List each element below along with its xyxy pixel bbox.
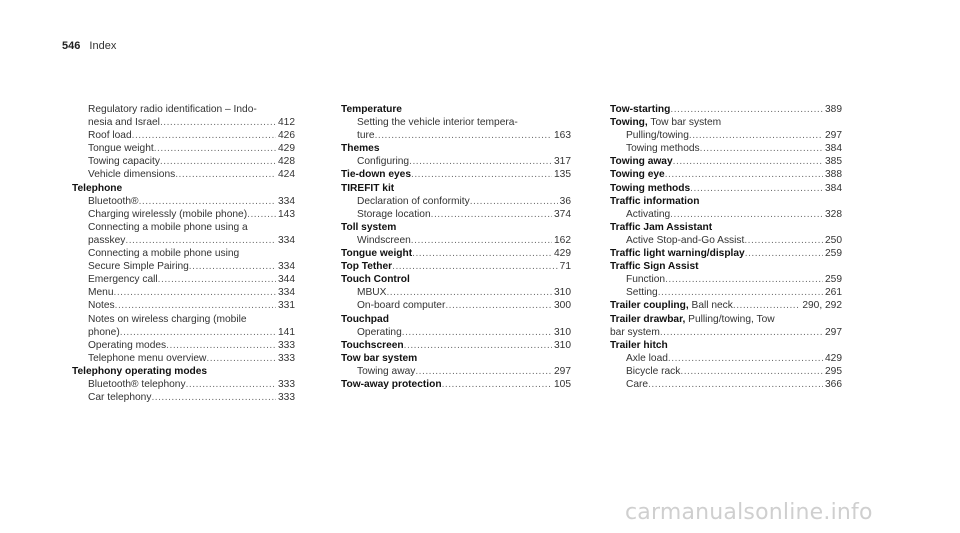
index-entry: Tow-starting ..... 389 <box>610 103 842 116</box>
index-entry: Active Stop-and-Go Assist ..... 250 <box>610 234 842 247</box>
index-entry: Telephone menu overview ..... 333 <box>72 352 295 365</box>
index-entry: Emergency call ..... 344 <box>72 273 295 286</box>
index-entry: Roof load ..... 426 <box>72 129 295 142</box>
index-heading: Traffic information <box>610 195 700 207</box>
index-entry: Towing away ..... 385 <box>610 155 842 168</box>
index-heading: Trailer hitch <box>610 339 668 351</box>
page-ref[interactable]: 310 <box>554 287 571 299</box>
page-ref[interactable]: 297 <box>825 130 842 142</box>
page-ref[interactable]: 310 <box>554 326 571 338</box>
index-entry: Axle load ..... 429 <box>610 352 842 365</box>
index-entry: Care ..... 366 <box>610 378 842 391</box>
page-ref[interactable]: 259 <box>825 274 842 286</box>
index-entry: Touchscreen ..... 310 <box>341 339 571 352</box>
index-entry: Trailer drawbar, Pulling/towing, Tow <box>610 313 775 325</box>
index-entry: Top Tether ..... 71 <box>341 260 571 273</box>
index-entry: Bluetooth® telephony ..... 333 <box>72 378 295 391</box>
index-entry: ture ..... 163 <box>341 129 571 142</box>
section-title: Index <box>89 40 117 52</box>
page-ref[interactable]: 300 <box>554 300 571 312</box>
index-entry: nesia and Israel ..... 412 <box>72 116 295 129</box>
page-ref[interactable]: 295 <box>825 365 842 377</box>
page-ref[interactable]: 334 <box>278 261 295 273</box>
index-entry: Setting the vehicle interior tempera- <box>357 117 518 129</box>
index-entry: Activating ..... 328 <box>610 208 842 221</box>
page-ref[interactable]: 388 <box>825 169 842 181</box>
page-ref[interactable]: 331 <box>278 300 295 312</box>
index-entry: Bluetooth® ..... 334 <box>72 195 295 208</box>
page-ref[interactable]: 334 <box>278 287 295 299</box>
index-heading: Traffic Sign Assist <box>610 261 699 273</box>
index-heading: Themes <box>341 143 380 155</box>
index-entry: Towing away ..... 297 <box>341 365 571 378</box>
page-ref[interactable]: 310 <box>554 339 571 351</box>
page-ref[interactable]: 426 <box>278 130 295 142</box>
page-ref[interactable]: 162 <box>554 234 571 246</box>
watermark: carmanualsonline.info <box>625 500 873 525</box>
index-entry: Towing methods ..... 384 <box>610 182 842 195</box>
page-ref[interactable]: 384 <box>825 182 842 194</box>
index-entry: Tongue weight ..... 429 <box>341 247 571 260</box>
page-ref[interactable]: 71 <box>559 261 571 273</box>
index-entry: passkey ..... 334 <box>72 234 295 247</box>
page-ref[interactable]: 297 <box>554 365 571 377</box>
page-ref[interactable]: 333 <box>278 352 295 364</box>
index-heading: Touch Control <box>341 274 410 286</box>
index-entry: Towing, Tow bar system <box>610 117 722 129</box>
index-heading: Telephone <box>72 182 123 194</box>
page-ref[interactable]: 334 <box>278 195 295 207</box>
index-entry: Operating ..... 310 <box>341 326 571 339</box>
index-heading: Tow bar system <box>341 352 418 364</box>
page-header <box>62 40 116 52</box>
page-ref[interactable]: 334 <box>278 234 295 246</box>
index-entry: Regulatory radio identification – Indo- <box>88 104 257 115</box>
index-heading: Touchpad <box>341 313 389 325</box>
index-entry: Notes on wireless charging (mobile <box>88 313 247 325</box>
index-entry: Storage location ..... 374 <box>341 208 571 221</box>
index-entry: On-board computer ..... 300 <box>341 299 571 312</box>
page-ref[interactable]: 250 <box>825 234 842 246</box>
page-ref[interactable]: 344 <box>278 274 295 286</box>
page-ref[interactable]: 36 <box>559 195 571 207</box>
page-ref[interactable]: 261 <box>825 287 842 299</box>
page-ref[interactable]: 135 <box>554 169 571 181</box>
index-entry: Tow-away protection ..... 105 <box>341 378 571 391</box>
page-ref[interactable]: 424 <box>278 169 295 181</box>
index-entry: phone) ..... 141 <box>72 326 295 339</box>
index-heading: Toll system <box>341 221 397 233</box>
page-ref[interactable]: 428 <box>278 156 295 168</box>
index-entry: Windscreen ..... 162 <box>341 234 571 247</box>
page-ref[interactable]: 105 <box>554 378 571 390</box>
index-entry: MBUX ..... 310 <box>341 286 571 299</box>
page-ref[interactable]: 429 <box>825 352 842 364</box>
index-entry: Configuring ..... 317 <box>341 155 571 168</box>
page-ref[interactable]: 333 <box>278 339 295 351</box>
index-entry: Towing eye ..... 388 <box>610 168 842 181</box>
index-column-2 <box>341 103 571 391</box>
page-ref[interactable]: 328 <box>825 208 842 220</box>
index-entry: Car telephony ..... 333 <box>72 391 295 404</box>
index-entry: Trailer coupling, Ball neck ..... 290, 292 <box>610 299 842 312</box>
index-entry: Tie-down eyes ..... 135 <box>341 168 571 181</box>
index-entry: Tongue weight ..... 429 <box>72 142 295 155</box>
page-ref[interactable]: 389 <box>825 104 842 115</box>
index-entry: Pulling/towing ..... 297 <box>610 129 842 142</box>
page-ref[interactable]: 143 <box>278 208 295 220</box>
page-ref[interactable]: 366 <box>825 378 842 390</box>
index-entry: Towing capacity ..... 428 <box>72 155 295 168</box>
page-ref[interactable]: 317 <box>554 156 571 168</box>
index-entry: Connecting a mobile phone using <box>88 248 240 260</box>
index-entry: Traffic light warning/display ..... 259 <box>610 247 842 260</box>
index-entry: Operating modes ..... 333 <box>72 339 295 352</box>
index-entry: bar system ..... 297 <box>610 326 842 339</box>
page-ref[interactable]: 384 <box>825 143 842 155</box>
page-ref[interactable]: 429 <box>278 143 295 155</box>
index-entry: Bicycle rack ..... 295 <box>610 365 842 378</box>
page-ref[interactable]: 297 <box>825 326 842 338</box>
index-entry: Menu ..... 334 <box>72 286 295 299</box>
page-ref[interactable]: 163 <box>554 130 571 142</box>
page-number: 546 <box>62 40 81 52</box>
page-ref[interactable]: 141 <box>278 326 295 338</box>
index-heading: TIREFIT kit <box>341 182 395 194</box>
page-ref[interactable]: 259 <box>825 248 842 260</box>
index-entry: Vehicle dimensions ..... 424 <box>72 168 295 181</box>
index-column-1 <box>72 103 295 404</box>
index-heading: Temperature <box>341 104 402 115</box>
index-entry: Declaration of conformity ..... 36 <box>341 195 571 208</box>
page-ref[interactable]: 429 <box>554 248 571 260</box>
page-ref[interactable]: 290, 292 <box>802 300 842 312</box>
index-entry: Towing methods ..... 384 <box>610 142 842 155</box>
index-entry: Charging wirelessly (mobile phone) ..... 143 <box>72 208 295 221</box>
page-ref[interactable]: 412 <box>278 117 295 129</box>
index-heading: Traffic Jam Assistant <box>610 221 713 233</box>
page-ref[interactable]: 333 <box>278 378 295 390</box>
page-ref[interactable]: 333 <box>278 392 295 404</box>
index-heading: Telephony operating modes <box>72 365 208 377</box>
index-entry: Setting ..... 261 <box>610 286 842 299</box>
page-ref[interactable]: 385 <box>825 156 842 168</box>
index-entry: Function ..... 259 <box>610 273 842 286</box>
index-entry: Secure Simple Pairing ..... 334 <box>72 260 295 273</box>
index-entry: Connecting a mobile phone using a <box>88 221 248 233</box>
index-column-3 <box>610 103 842 391</box>
index-entry: Notes ..... 331 <box>72 299 295 312</box>
page-ref[interactable]: 374 <box>554 208 571 220</box>
